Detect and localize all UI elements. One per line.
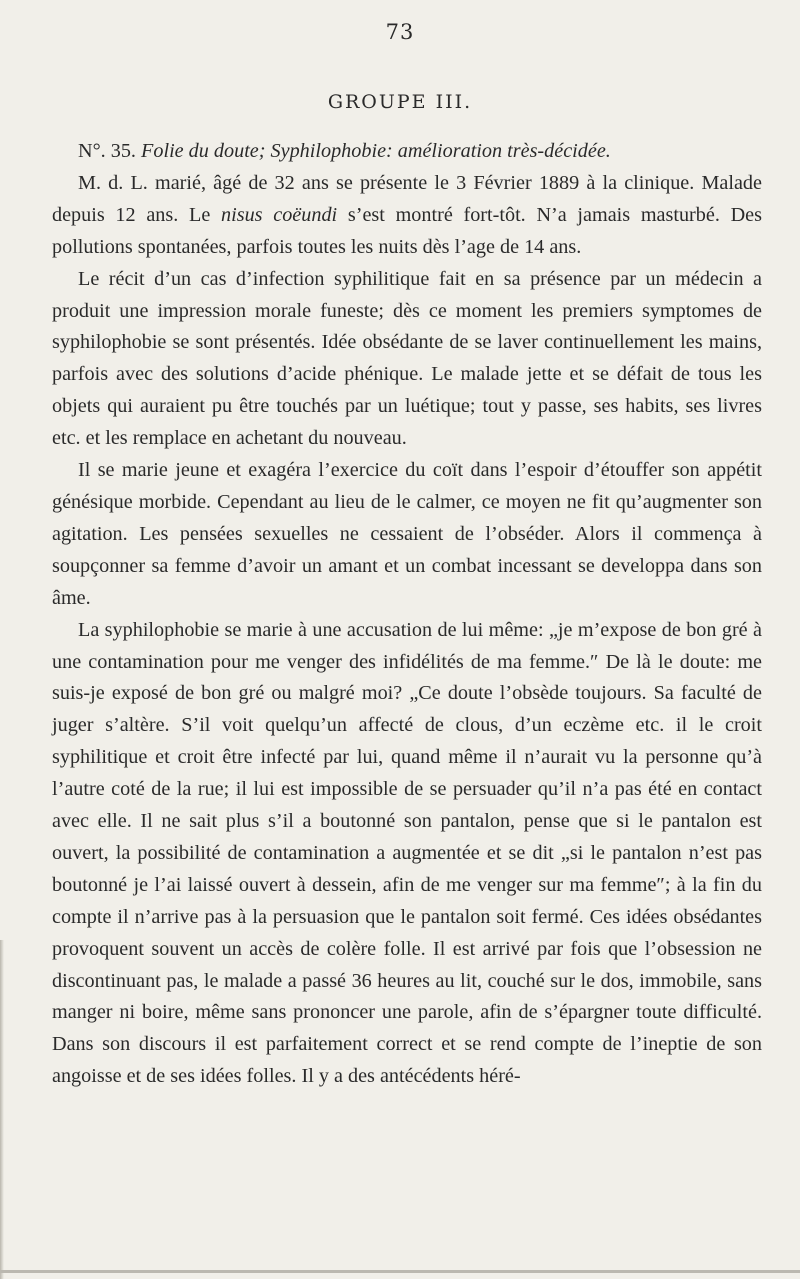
case-title-text: Folie du doute; Syphilophobie: amélioration très-décidée. (141, 140, 611, 162)
case-text (52, 136, 762, 1093)
latin-term: nisus coëundi (221, 203, 338, 226)
page-edge-shadow (0, 940, 4, 1279)
case-number: N°. 35. (78, 140, 136, 162)
case-title (52, 136, 762, 168)
group-heading: GROUPE III. (327, 91, 473, 113)
paragraph-1: M. d. L. marié, âgé de 32 ans se présente le 3 Février 1889 à la clinique. Malade depuis 12 ans. Le nisus coëundi s’est montré fort-tôt. N’a jamais masturbé. Des pollutions spontanées, parfois toutes les nuits dès l’age de 14 ans. (52, 171, 762, 258)
paragraph-4: La syphilophobie se marie à une accusation de lui même: „je m’expose de bon gré à une contamination pour me venger des infidélités de ma femme.″ De là le doute: me suis-je exposé de bon gré ou malgré moi? „Ce doute l’obsède toujours. Sa faculté de juger s’altère. S’il voit quelqu’un affecté de clous, d’un eczème etc. il le croit syphilitique et croit être infecté par lui, quand même il n’aurait vu la personne qu’à l’autre coté de la rue; il lui est impossible de se persuader qu’il n’a pas été en contact avec elle. Il ne sait plus s’il a boutonné son pantalon, pense que si le pantalon est ouvert, la possibilité de contamination a augmentée et se dit „si le pantalon n’est pas boutonné je l’ai laissé ouvert à dessein, afin de me venger sur ma femme″; à la fin du compte il n’arrive pas à la persuasion que le pantalon soit fermé. Ces idées obsédantes provoquent souvent un accès de colère folle. Il est arrivé par fois que l’obsession ne discontinuant pas, le malade a passé 36 heures au lit, couché sur le dos, immobile, sans manger ni boire, même sans prononcer une parole, afin de s’épargner toute difficulté. Dans son discours il est parfaitement correct et se rend compte de l’ineptie de son angoisse et de ses idées folles. Il y a des antécédents héré- (52, 618, 762, 1088)
paragraph-2: Le récit d’un cas d’infection syphilitique fait en sa présence par un médecin a produit une impression morale funeste; dès ce moment les premiers symptomes de syphilophobie se sont présentés. Idée obsédante de se laver continuellement les mains, parfois avec des solutions d’acide phénique. Le malade jette et se défait de tous les objets qui auraient pu être touchés par un luétique; tout y passe, ses habits, ses livres etc. et les remplace en achetant du nouveau. (52, 267, 762, 450)
page-bottom-rule (0, 1270, 800, 1273)
page-number: 73 (385, 20, 415, 44)
paragraph-3: Il se marie jeune et exagéra l’exercice du coït dans l’espoir d’étouffer son appétit génésique morbide. Cependant au lieu de le calmer, ce moyen ne fit qu’augmenter son agitation. Les pensées sexuelles ne cessaient de l’obséder. Alors il commença à soupçonner sa femme d’avoir un amant et un combat incessant se developpa dans son âme. (52, 459, 762, 609)
